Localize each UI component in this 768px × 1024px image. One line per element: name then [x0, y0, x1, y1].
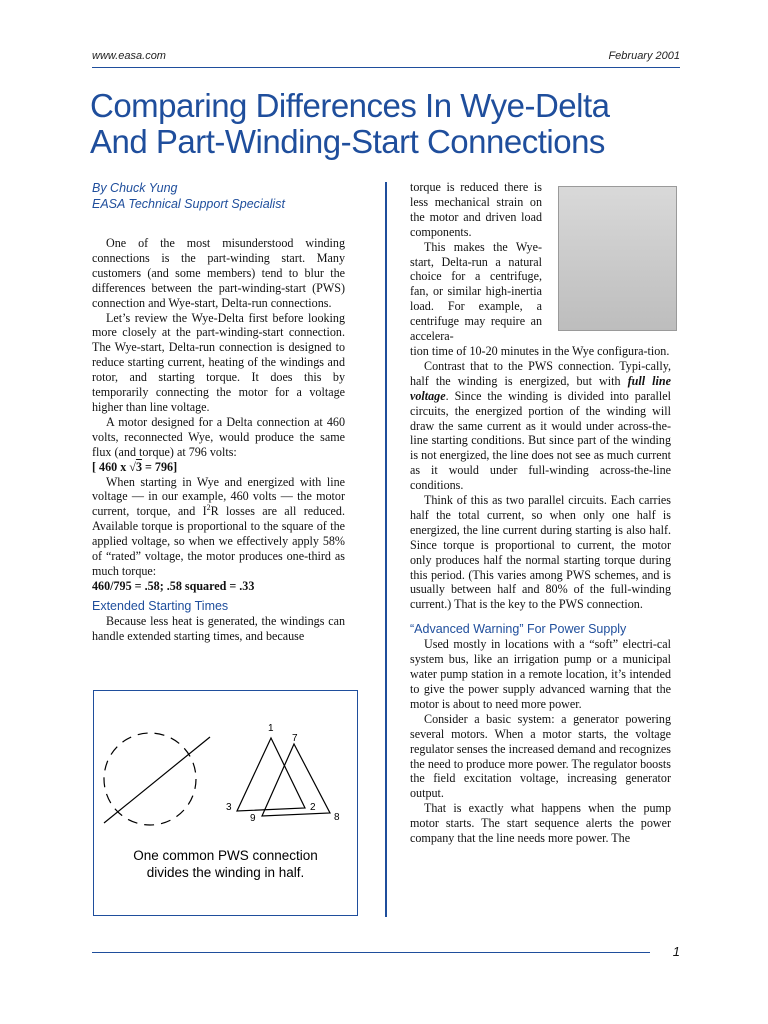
paragraph: This makes the Wye-start, Delta-run a natural choice for a centrifuge, fan, or similar high-inertia load. For example, a centrifuge may require an accelera-: [410, 239, 542, 344]
triangle-b: [262, 744, 330, 816]
section-heading: “Advanced Warning” For Power Supply: [410, 622, 627, 637]
article-title: [90, 88, 710, 160]
paragraph: Consider a basic system: a generator powering several motors. When a motor starts, the voltage regulator senses the increased demand and recognizes the need to produce more power. The regulator boosts the field excitation voltage, increasing generator output.: [410, 711, 671, 801]
paragraph: torque is reduced there is less mechanical strain on the motor and driven load components.: [410, 180, 542, 239]
column-right: [410, 180, 671, 846]
paragraph: A motor designed for a Delta connection at 460 volts, reconnected Wye, would produce the same flux (and torque) at 796 volts:: [92, 414, 345, 459]
paragraph: One of the most misunderstood winding connections is the part-winding start. Many customers (and some members) tend to blur the differences between the part-winding-start (PWS) connection and Wye-start, Delta-run connections.: [92, 236, 345, 310]
text-run: . Since the winding is divided into parallel circuits, the energized portion of the winding will draw the same current as it would under across-the-line starting conditions. But since part of the winding is not energized, the line does not see as much current as it would under full-winding across-the-line conditions.: [410, 388, 671, 493]
caption-line: divides the winding in half.: [146, 865, 305, 880]
page-number: 1: [672, 944, 680, 959]
paragraph: Let’s review the Wye-Delta first before looking more closely at the part-winding-start connection. The Wye-start, Delta-run connection is designed to reduce starting current, heating of the windings and rotor, and starting torque. It does this by temporarily connecting the motor for a voltage higher than line voltage.: [92, 310, 345, 414]
byline: [92, 180, 285, 212]
node-label: 8: [334, 812, 340, 823]
triangle-a: [237, 738, 305, 811]
paragraph: Because less heat is generated, the windings can handle extended starting times, and because: [92, 613, 345, 643]
footer-rule: [92, 952, 650, 953]
formula-part: [ 460 x √: [92, 459, 136, 474]
paragraph: Think of this as two parallel circuits. Each carries half the total current, so when only one half is energized, the line current during starting is also half. Since torque is proportional to current, the motor only produces half the normal starting torque during this period. (This varies among PWS schemes, and is usually between half and 80% of the full-winding current.) That is the key to the PWS connection.: [410, 493, 671, 612]
figure-box: [93, 690, 358, 916]
site-url: www.easa.com: [92, 50, 166, 62]
caption-line: One common PWS connection: [133, 848, 318, 863]
formula-sqrt3: [92, 460, 345, 475]
author-name: By Chuck Yung: [92, 181, 178, 195]
text-run: When starting in Wye and energized with line voltage — in our example, 460 volts — the motor current, torque, and I: [92, 474, 345, 519]
header-rule: [92, 67, 680, 68]
node-label: 2: [310, 802, 316, 813]
paragraph: [410, 359, 671, 493]
section-heading: Extended Starting Times: [92, 598, 229, 613]
text-run: Contrast that to the PWS connection. Typi-cally, half the winding is energized, but with: [410, 358, 671, 388]
node-label: 1: [268, 723, 274, 734]
paragraph: tion time of 10-20 minutes in the Wye configura-tion.: [410, 343, 670, 358]
text-run: R losses are all reduced. Available torque is proportional to the square of the applied voltage, so when we effectively apply 58% of “rated” voltage, the motor produces one-third as much torque:: [92, 504, 345, 578]
node-label: 9: [250, 813, 256, 824]
node-label: 3: [226, 802, 232, 813]
emphasis: full line voltage: [410, 373, 671, 403]
pws-connection-diagram: [94, 691, 357, 841]
column-left: [92, 236, 345, 644]
issue-date: February 2001: [608, 50, 680, 62]
formula-radicand: 3: [135, 459, 142, 474]
figure-caption: [94, 847, 357, 881]
superscript: 2: [206, 503, 211, 513]
column-divider: [385, 182, 387, 917]
title-line-1: Comparing Differences In Wye-Delta: [90, 87, 610, 124]
paragraph: [92, 475, 345, 579]
paragraph: That is exactly what happens when the pump motor starts. The start sequence alerts the power company that the line needs more power. The: [410, 801, 671, 846]
formula-part: = 796]: [141, 459, 178, 474]
title-line-2: And Part-Winding-Start Connections: [90, 123, 605, 160]
formula-ratio: 460/795 = .58; .58 squared = .33: [92, 578, 255, 593]
author-role: EASA Technical Support Specialist: [92, 197, 285, 211]
diagonal-line: [104, 737, 210, 823]
paragraph: Used mostly in locations with a “soft” electri-cal system bus, like an irrigation pump or a municipal water pump station in a remote location, it’s intended to give the power supply advanced warning that the motor is about to need more power.: [410, 637, 671, 711]
node-label: 7: [292, 733, 298, 744]
